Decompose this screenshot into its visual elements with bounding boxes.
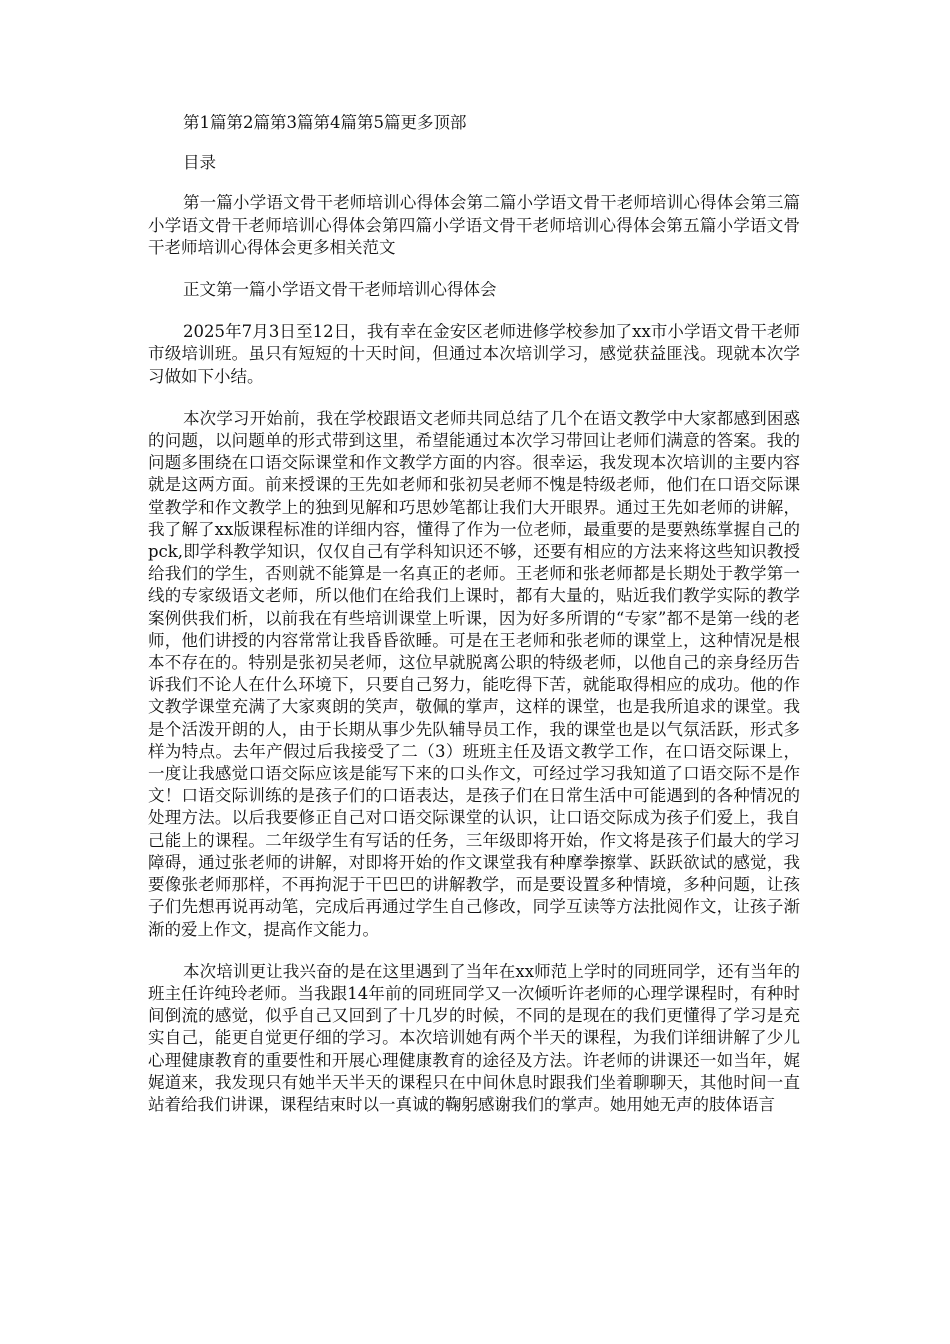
toc-title: 目录 (183, 153, 216, 173)
toc-items[interactable]: 第一篇小学语文骨干老师培训心得体会第二篇小学语文骨干老师培训心得体会第三篇小学语文骨干老师培训心得体会第四篇小学语文骨干老师培训心得体会第五篇小学语文骨干老师培训心得体会更多相关范文 (148, 193, 800, 257)
article-paragraph: 2025年7月3日至12日，我有幸在金安区老师进修学校参加了xx市小学语文骨干老师市级培训班。虽只有短短的十天时间，但通过本次培训学习，感觉获益匪浅。现就本次学习做如下小结。 (148, 322, 800, 386)
article-heading: 正文第一篇小学语文骨干老师培训心得体会 (183, 280, 497, 300)
article-paragraph: 本次培训更让我兴奋的是在这里遇到了当年在xx师范上学时的同班同学，还有当年的班主任许纯玲老师。当我跟14年前的同班同学又一次倾听许老师的心理学课程时，有种时间倒流的感觉，似乎自己又回到了十几岁的时候，不同的是现在的我们更懂得了学习是充实自己，能更自觉更仔细的学习。本次培训她有两个半天的课程，为我们详细讲解了少儿心理健康教育的重要性和开展心理健康教育的途径及方法。许老师的讲课还一如当年，娓娓道来，我发现只有她半天半天的课程只在中间休息时跟我们坐着聊聊天，其他时间一直站着给我们讲课，课程结束时以一真诚的鞠躬感谢我们的掌声。她用她无声的肢体语言 (148, 961, 800, 1114)
document-page (148, 112, 800, 1136)
section-nav-links[interactable]: 第1篇第2篇第3篇第4篇第5篇更多顶部 (183, 113, 467, 132)
article-paragraph: 本次学习开始前，我在学校跟语文老师共同总结了几个在语文教学中大家都感到困惑的问题，以问题单的形式带到这里，希望能通过本次学习带回让老师们满意的答案。我的问题多围绕在口语交际课堂和作文教学方面的内容。很幸运，我发现本次培训的主要内容就是这两方面。前来授课的王先如老师和张初吴老师不愧是特级老师，他们在口语交际课堂教学和作文教学上的独到见解和巧思妙笔都让我们大开眼界。通过王先如老师的讲解，我了解了xx版课程标准的详细内容，懂得了作为一位老师，最重要的是要熟练掌握自己的pck,即学科教学知识，仅仅自己有学科知识还不够，还要有相应的方法来将这些知识教授给我们的学生，否则就不能算是一名真正的老师。王老师和张老师都是长期处于教学第一线的专家级语文老师，所以他们在给我们上课时，都有大量的，贴近我们教学实际的教学案例供我们析，以前我在有些培训课堂上听课，因为好多所谓的“专家”都不是第一线的老师，他们讲授的内容常常让我昏昏欲睡。可是在王老师和张老师的课堂上，这种情况是根本不存在的。特别是张初吴老师，这位早就脱离公职的特级老师，以他自己的亲身经历告诉我们不论人在什么环境下，只要自己努力，能吃得下苦，就能取得相应的成功。他的作文教学课堂充满了大家爽朗的笑声，敬佩的掌声，这样的课堂，也是我所追求的课堂。我是个活泼开朗的人，由于长期从事少先队辅导员工作，我的课堂也是以气氛活跃，形式多样为特点。去年产假过后我接受了二（3）班班主任及语文教学工作，在口语交际课上，一度让我感觉口语交际应该是能写下来的口头作文，可经过学习我知道了口语交际不是作文！口语交际训练的是孩子们的口语表达，是孩子们在日常生活中可能遇到的各种情况的处理方法。以后我要修正自己对口语交际课堂的认识，让口语交际成为孩子们爱上，我自己能上的课程。二年级学生有写话的任务，三年级即将开始，作文将是孩子们最大的学习障碍，通过张老师的讲解，对即将开始的作文课堂我有种摩拳擦掌、跃跃欲试的感觉，我要像张老师那样，不再拘泥于干巴巴的讲解教学，而是要设置多种情境，多种问题，让孩子们先想再说再动笔，完成后再通过学生自己修改，同学互读等方法批阅作文，让孩子渐渐的爱上作文，提高作文能力。 (148, 408, 800, 939)
